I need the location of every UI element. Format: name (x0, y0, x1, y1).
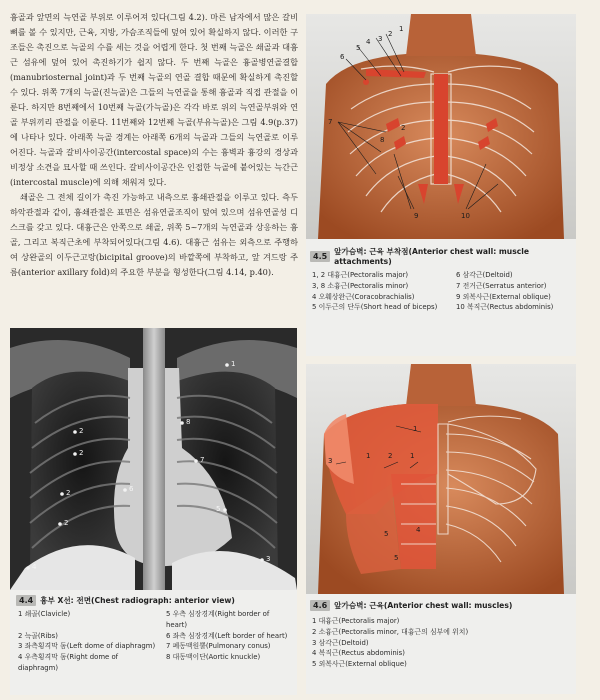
legend-item: 5 외복사근(External oblique) (312, 660, 407, 669)
attach-label-3: 3 (378, 35, 383, 43)
xray-label-4: 4 (32, 563, 37, 571)
figure-4-6-panel (306, 364, 576, 694)
xray-label-1: 1 (231, 360, 236, 368)
legend-item: 4 오훼상완근(Coracobrachialis) (312, 292, 415, 301)
figure-4-4-caption (16, 595, 235, 606)
attach-label-5: 5 (356, 44, 361, 52)
xray-label-2a: 2 (79, 427, 84, 435)
figure-title: 앞가슴벽: 근육 부착점(Anterior chest wall: muscle attachments) (334, 247, 529, 266)
legend-item: 4 복직근(Rectus abdominis) (312, 649, 405, 658)
figure-number: 4.4 (16, 595, 36, 606)
legend-item: 9 외복사근(External oblique) (456, 292, 551, 301)
legend-item: 6 삼각근(Deltoid) (456, 271, 513, 279)
legend-item: 8 대동맥이단(Aortic knuckle) (166, 653, 261, 662)
figure-number: 4.6 (310, 600, 330, 611)
muscle-label-4: 4 (416, 526, 421, 534)
chest-wall-attachments-image (306, 14, 576, 239)
xray-label-3: 3 (266, 555, 271, 563)
attach-label-2b: 2 (401, 124, 406, 132)
body-text (10, 10, 298, 330)
attach-label-8: 8 (380, 136, 385, 144)
figure-4-4-panel (10, 328, 297, 695)
body-paragraph-2: 쇄골은 그 전체 길이가 촉진 가능하고 내측으로 흉쇄관절을 이루고 있다. 측두하악관절과 같이, 흉쇄관절은 표면은 섬유연골조직이 덮여 있으며 섬유연골성 디스크를 갖고 있다. 대흉근은 안쪽으로 쇄골, 위쪽 5~7개의 늑연골과 상응하는 흉골, 그리고 복직근초에 부착되어있다(그림 4.6). 대흉근 섬유는 외측으로 주행하여 상완골의 이두근고랑(bicipital groove)의 바깥쪽에 부착하고, 앞 겨드랑 주름(anterior axillary fold)의 주요한 부분을 형성한다(그림 4.14, p.40). (10, 192, 298, 277)
xray-label-2b: 2 (79, 449, 84, 457)
muscle-label-1b: 1 (410, 452, 415, 460)
attach-label-4: 4 (366, 38, 371, 46)
legend-item: 7 폐동맥원뿔(Pulmonary conus) (166, 642, 271, 651)
legend-item: 1 대흉근(Pectoralis major) (312, 617, 400, 625)
figure-4-6-caption (310, 600, 512, 611)
muscle-label-2: 2 (388, 452, 393, 460)
legend-item: 7 전거근(Serratus anterior) (456, 281, 547, 290)
figure-title: 앞가슴벽: 근육(Anterior chest wall: muscles) (334, 601, 513, 610)
muscle-label-1a: 1 (413, 425, 418, 433)
xray-label-6: 6 (129, 485, 134, 493)
legend-item: 3 좌측횡격막 돔(Left dome of diaphragm) (18, 642, 156, 651)
attach-label-2: 2 (388, 30, 393, 38)
attach-label-1: 1 (399, 25, 404, 33)
muscle-label-3: 3 (328, 457, 333, 465)
legend-item: 10 복직근(Rectus abdominis) (456, 303, 554, 312)
legend-item: 4 우측횡격막 돔(Right dome of diaphragm) (18, 653, 119, 672)
figure-title: 흉부 X선: 전면(Chest radiograph: anterior view) (40, 596, 235, 605)
figure-number: 4.5 (310, 251, 330, 262)
figure-4-6-legend (312, 616, 574, 670)
figure-4-5-caption (310, 246, 576, 266)
attach-label-10: 10 (461, 212, 470, 220)
figure-4-5-legend (312, 270, 574, 313)
chest-wall-muscles-image (306, 364, 576, 594)
legend-item: 5 우측 심장경계(Right border of heart) (166, 610, 270, 629)
muscle-label-1c: 1 (366, 452, 371, 460)
attach-label-7: 7 (328, 118, 333, 126)
figure-4-5-panel (306, 14, 576, 356)
xray-svg (10, 328, 297, 590)
legend-item: 5 이두근의 단두(Short head of biceps) (312, 303, 438, 312)
body-paragraph-1: 흉골과 앞면의 늑연골 부위로 이루어져 있다(그림 4.2). 마른 남자에서 많은 갈비뼈를 볼 수 있지만, 근육, 지방, 가슴조직들에 덮여 있어 확실하지 않다. 이러한 구조들은 촉진으로 늑골의 수를 세는 것을 어렵게 한다. 첫 번째 늑골은 쇄골과 대흉근 섬유에 덮여 있어 촉진하기가 쉽지 않다. 두 번째 늑골은 흉골병연골결합(manubriosternal joint)과 두 번째 늑골의 연골 결합 때문에 확실하게 촉진할 수 있다. 위쪽 7개의 늑골(진늑골)은 그들의 늑연골을 통해 흉골과 직접 관절을 이룬다. 하지만 8번째에서 10번째 늑골(가늑골)은 각각 바로 위의 늑연골부위와 연골 부위끼리 관절을 이룬다. 11번째와 12번째 늑골(부유늑골)은 그림 4.9(p.37)에 나타나 있다. 아래쪽 늑골 경계는 아래쪽 6개의 늑골과 그들의 늑연골로 이루어진다. 늑골과 갈비사이공간(intercostal space)의 수는 흉벽과 흉강의 경상과 비정상 소견을 묘사할 때 쓰인다. 갈비사이공간은 인접한 늑골에 붙어있는 늑간근(intercostal muscle)에 의해 채워져 있다. (10, 12, 299, 187)
attach-label-9: 9 (414, 212, 419, 220)
muscle-label-5b: 5 (394, 554, 399, 562)
chest-radiograph-image (10, 328, 297, 590)
legend-item: 2 소흉근(Pectoralis minor, 대흉근의 심부에 위치) (312, 627, 469, 636)
legend-item: 6 좌측 심장경계(Left border of heart) (166, 631, 288, 640)
legend-item: 3, 8 소흉근(Pectoralis minor) (312, 281, 409, 290)
xray-label-2d: 2 (64, 519, 69, 527)
figure-4-4-legend (18, 609, 290, 674)
muscles-svg (306, 364, 576, 594)
attach-label-6: 6 (340, 53, 345, 61)
xray-label-5: 5 (216, 505, 221, 513)
xray-label-7: 7 (200, 456, 205, 464)
legend-item: 2 늑골(Ribs) (18, 631, 58, 640)
legend-item: 1 쇄골(Clavicle) (18, 610, 71, 618)
legend-item: 3 삼각근(Deltoid) (312, 638, 369, 647)
legend-item: 1, 2 대흉근(Pectoralis major) (312, 271, 409, 279)
xray-label-2c: 2 (66, 489, 71, 497)
attachments-svg (306, 14, 576, 239)
xray-label-8: 8 (186, 418, 191, 426)
muscle-label-5a: 5 (384, 530, 389, 538)
